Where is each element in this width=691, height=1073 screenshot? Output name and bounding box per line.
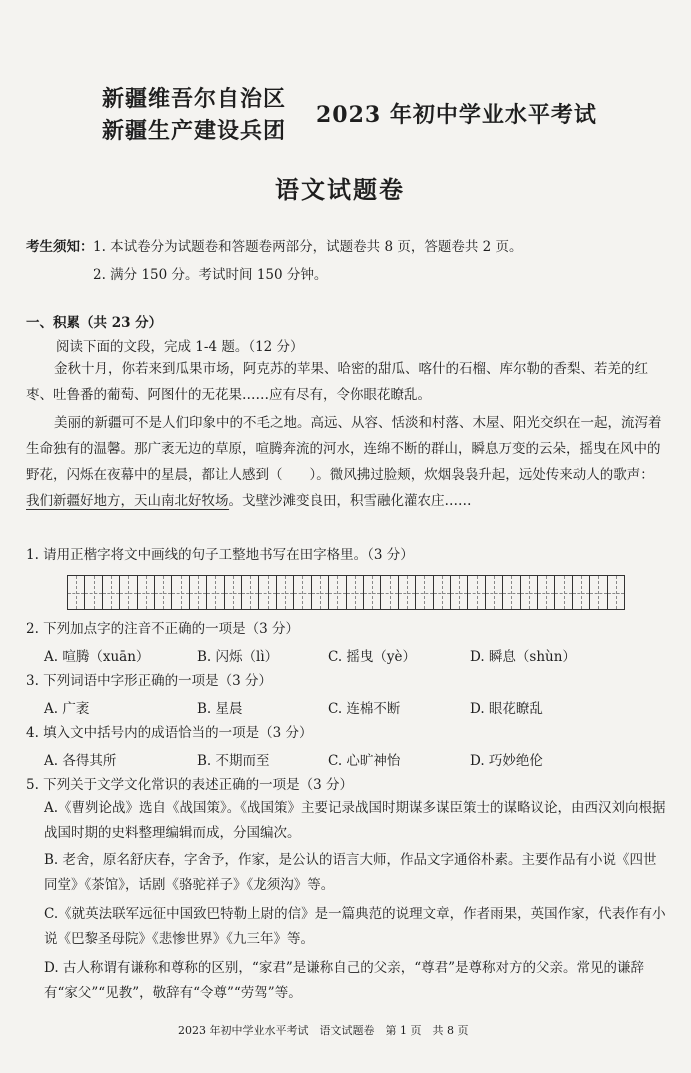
q2-option-b[interactable]: B. 闪烁（lì） <box>197 649 279 665</box>
q4-option-d[interactable]: D. 巧妙绝伦 <box>470 753 543 769</box>
question-1: 1. 请用正楷字将文中画线的句子工整地书写在田字格里。（3 分） <box>26 547 414 563</box>
q4-option-b[interactable]: B. 不期而至 <box>197 753 270 769</box>
q3-option-c[interactable]: C. 连棉不断 <box>328 701 401 717</box>
question-5: 5. 下列关于文学文化常识的表述正确的一项是（3 分） <box>26 777 354 793</box>
q2-option-d[interactable]: D. 瞬息（shùn） <box>470 649 576 665</box>
q4-option-c[interactable]: C. 心旷神怡 <box>328 753 401 769</box>
page-footer: 2023 年初中学业水平考试 语文试题卷 第 1 页 共 8 页 <box>178 1024 469 1037</box>
passage-paragraph-1: 金秋十月，你若来到瓜果市场，阿克苏的苹果、哈密的甜瓜、喀什的石榴、库尔勒的香梨、若羌的红枣、吐鲁番的葡萄、阿图什的无花果……应有尽有，令你眼花瞭乱。 <box>26 361 648 403</box>
q3-option-d[interactable]: D. 眼花瞭乱 <box>470 701 543 717</box>
q5-option-a[interactable]: A.《曹刿论战》选自《战国策》。《战国策》主要记录战国时期谋多谋臣策士的谋略议论，由西汉刘向根据战国时期的史料整理编辑而成，分国编次。 <box>44 800 666 841</box>
passage-text: 美丽的新疆可不是人们印象中的不毛之地。高远、从容、恬淡和村落、木屋、阳光交织在一起，流泻着生命独有的温馨。那广袤无边的草原，喧腾奔流的河水，连绵不断的群山，瞬息万变的云朵，摇曳在风中的野花，闪烁在夜幕中的星晨，都让人感到（ ）。微风拂过脸颊，炊烟袅袅升起，远处传来动人的歌声： <box>26 415 662 483</box>
q3-option-b[interactable]: B. 星晨 <box>197 701 243 717</box>
question-3: 3. 下列词语中字形正确的一项是（3 分） <box>26 673 273 689</box>
passage-text-end: 。戈壁沙滩变良田，积雪融化灌农庄…… <box>228 493 472 509</box>
q5-option-d: D. 古人称谓有谦称和尊称的区别，“家君”是谦称自己的父亲，“尊君”是尊称对方的父亲。常见的谦辞有“家父”“见教”，敬辞有“令尊”“劳驾”等。 <box>44 960 645 1001</box>
underlined-sentence: 我们新疆好地方，天山南北好牧场 <box>26 493 229 509</box>
notice-label: 考生须知： <box>26 239 94 255</box>
paper-title: 语文试题卷 <box>275 175 405 204</box>
writing-grid[interactable] <box>67 575 625 610</box>
q2-option-a[interactable]: A. 喧腾（xuān） <box>44 649 150 665</box>
exam-name: 2023 年初中学业水平考试 <box>316 102 597 128</box>
region-line-2: 新疆生产建设兵团 <box>102 118 287 144</box>
q5-option-b[interactable]: B. 老舍，原名舒庆春，字舍予，作家，是公认的语言大师，作品文字通俗朴素。主要作品有小说《四世同堂》《茶馆》，话剧《骆驼祥子》《龙须沟》等。 <box>44 852 657 893</box>
q2-option-c[interactable]: C. 摇曳（yè） <box>328 649 417 665</box>
notice-item-2: 2. 满分 150 分。考试时间 150 分钟。 <box>93 267 328 283</box>
passage-paragraph-2 <box>26 410 666 514</box>
question-4: 4. 填入文中括号内的成语恰当的一项是（3 分） <box>26 725 313 741</box>
q5-option-c[interactable]: C.《就英法联军远征中国致巴特勒上尉的信》是一篇典范的说理文章，作者雨果，英国作家，代表作有小说《巴黎圣母院》《悲惨世界》《九三年》等。 <box>44 906 666 947</box>
reading-intro: 阅读下面的文段，完成 1-4 题。（12 分） <box>56 339 304 355</box>
section-heading: 一、积累（共 23 分） <box>26 315 163 331</box>
question-2: 2. 下列加点字的注音不正确的一项是（3 分） <box>26 621 300 637</box>
region-line-1: 新疆维吾尔自治区 <box>102 86 287 112</box>
notice-item-1: 1. 本试卷分为试题卷和答题卷两部分，试题卷共 8 页，答题卷共 2 页。 <box>93 239 523 255</box>
q3-option-a[interactable]: A. 广袤 <box>44 701 90 717</box>
q4-option-a[interactable]: A. 各得其所 <box>44 753 117 769</box>
